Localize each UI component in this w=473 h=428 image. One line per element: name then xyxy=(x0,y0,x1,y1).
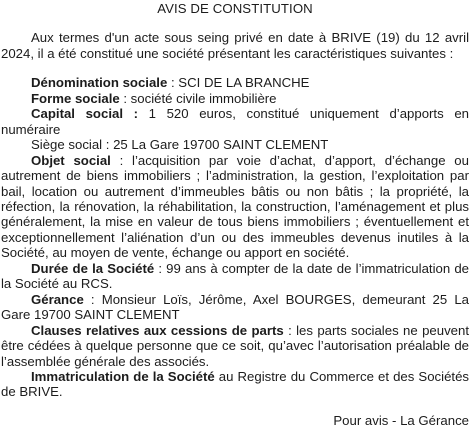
intro-paragraph: Aux termes d'un acte sous seing privé en date à BRIVE (19) du 12 avril 2024, il a été constitué une société présentant les caractéristiques suivantes : xyxy=(1,30,469,61)
duree-value: : 99 ans à compter de la date de l’immatriculation de la Société au RCS. xyxy=(1,260,469,292)
objet-paragraph xyxy=(1,153,469,261)
capital-value: 1 520 euros, constitué uniquement d’apports en numéraire xyxy=(1,106,469,137)
siege-line: Siège social : 25 La Gare 19700 SAINT CLEMENT xyxy=(31,137,329,153)
capital-line xyxy=(1,106,469,137)
clauses-value: : les parts sociales ne peuvent être cédées à quelque personne que ce soit, qu’avec l’autorisation préalable de l’assemblée générale des associés. xyxy=(1,322,469,369)
gerance-value: : Monsieur Loïs, Jérôme, Axel BOURGES, demeurant 25 La Gare 19700 SAINT CLEMENT xyxy=(1,291,469,323)
immatriculation-value: au Registre du Commerce et des Sociétés de BRIVE. xyxy=(1,368,469,400)
denomination-line xyxy=(1,75,469,90)
clauses-label: Clauses relatives aux cessions de parts xyxy=(31,322,284,338)
signature-line: Pour avis - La Gérance xyxy=(333,412,469,428)
gerance-label: Gérance xyxy=(31,291,84,307)
objet-value: : l’acquisition par voie d’achat, d’apport, d’échange ou autrement de biens immobiliers ; l’administration, la gestion, l’exploitation par bail, location ou autrement d’immeubles bâtis ou non bâtis ; la propriété, la réfection, la rénovation, la réhabilitation, la construction, l’aménagement et plus généralement, la mise en valeur de tous biens immobiliers ; éventuellement et exceptionnellement l’aliénation d’un ou des immeubles devenus inutiles à la Société, au moyen de vente, échange ou apport en société. xyxy=(1,152,469,261)
objet-label: Objet social xyxy=(31,152,111,168)
denomination-value: : SCI DE LA BRANCHE xyxy=(167,75,310,91)
duree-label: Durée de la Société xyxy=(31,260,155,276)
immatriculation-label: Immatriculation de la Société xyxy=(31,368,215,384)
capital-label: Capital social : xyxy=(31,106,138,122)
gerance-paragraph xyxy=(1,292,469,323)
forme-label: Forme sociale xyxy=(31,90,120,106)
clauses-paragraph xyxy=(1,323,469,369)
denomination-label: Dénomination sociale xyxy=(31,75,168,91)
immatriculation-paragraph xyxy=(1,369,469,400)
notice-title: AVIS DE CONSTITUTION xyxy=(157,1,313,16)
duree-paragraph xyxy=(1,261,469,292)
forme-line xyxy=(1,91,469,106)
company-details xyxy=(1,75,469,400)
forme-value: : société civile immobilière xyxy=(119,90,277,106)
